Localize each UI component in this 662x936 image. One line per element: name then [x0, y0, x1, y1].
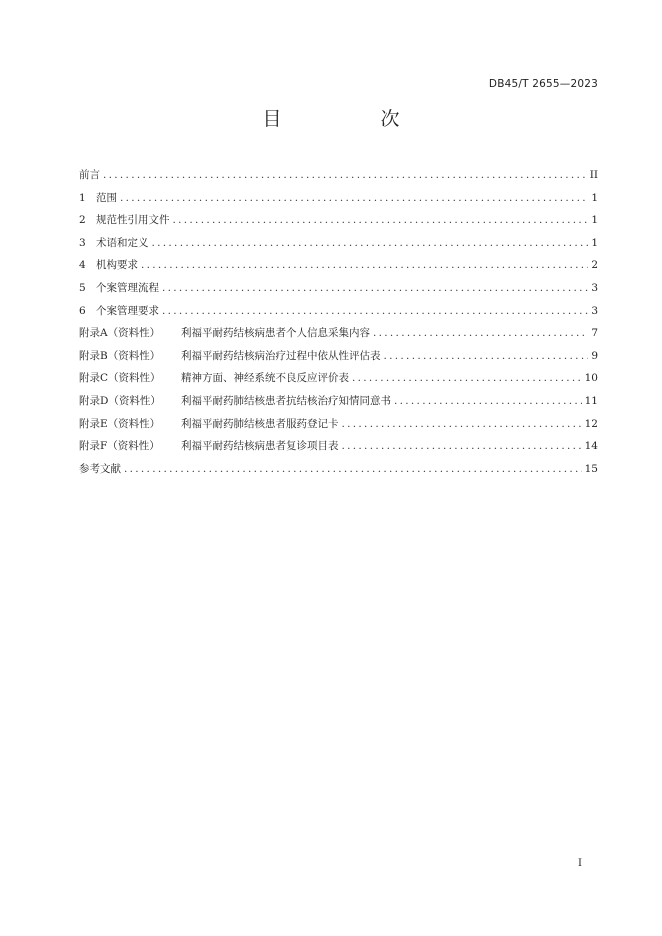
toc-entry-appendix-c[interactable] [79, 367, 598, 390]
toc-entry-terms-definitions[interactable] [79, 232, 598, 255]
toc-dot-leader [152, 232, 589, 255]
toc-section-number: 1 [79, 191, 86, 204]
toc-page-number: 15 [584, 462, 598, 475]
toc-entry-appendix-d[interactable] [79, 390, 598, 413]
toc-dot-leader [173, 209, 589, 232]
toc-entry-appendix-b[interactable] [79, 345, 598, 368]
toc-appendix-tag: 附录A（资料性） [79, 327, 161, 340]
toc-entry-label: 利福平耐药肺结核患者抗结核治疗知情同意书 [181, 394, 391, 407]
toc-dot-leader [342, 435, 582, 458]
toc-page-number: 11 [584, 394, 598, 407]
toc-entry-label: 利福平耐药结核病患者个人信息采集内容 [181, 327, 370, 340]
toc-entry-label: 范围 [96, 191, 117, 204]
toc-appendix-tag: 附录F（资料性） [79, 440, 160, 453]
toc-appendix-tag: 附录E（资料性） [79, 417, 161, 430]
toc-entry-label: 精神方面、神经系统不良反应评价表 [181, 372, 349, 385]
toc-entry-label: 前言 [79, 169, 100, 181]
toc-page-number: 3 [591, 304, 598, 317]
toc-section-number: 5 [79, 281, 86, 294]
toc-entry-bibliography[interactable] [79, 458, 598, 481]
toc-dot-leader [141, 254, 588, 277]
toc-dot-leader [103, 164, 587, 187]
toc-entry-appendix-e[interactable] [79, 413, 598, 436]
toc-entry-foreword[interactable] [79, 164, 598, 187]
table-of-contents [79, 164, 598, 480]
toc-section-number: 3 [79, 236, 86, 249]
toc-dot-leader [120, 187, 588, 210]
toc-appendix-tag: 附录D（资料性） [79, 394, 161, 407]
toc-entry-label: 个案管理要求 [96, 304, 159, 317]
toc-dot-leader [124, 458, 582, 481]
toc-page-number: 7 [591, 327, 598, 340]
toc-section-number: 2 [79, 214, 86, 227]
toc-page-number: 14 [584, 440, 598, 453]
toc-entry-label: 个案管理流程 [96, 281, 159, 294]
toc-page-number: 10 [584, 372, 598, 385]
toc-dot-leader [384, 345, 589, 368]
document-code: DB45/T 2655—2023 [488, 78, 598, 90]
toc-entry-appendix-a[interactable] [79, 322, 598, 345]
toc-entry-case-management-requirements[interactable] [79, 300, 598, 323]
toc-section-number: 4 [79, 259, 86, 272]
toc-entry-label: 利福平耐药结核病患者复诊项目表 [181, 440, 339, 453]
page-title: 目 次 [262, 108, 440, 130]
toc-entry-case-management-process[interactable] [79, 277, 598, 300]
toc-entry-institution-requirements[interactable] [79, 254, 598, 277]
toc-appendix-tag: 附录B（资料性） [79, 349, 161, 362]
toc-entry-label: 参考文献 [79, 462, 121, 475]
toc-appendix-tag: 附录C（资料性） [79, 372, 161, 385]
toc-dot-leader [394, 390, 582, 413]
toc-page-number: 9 [591, 349, 598, 362]
toc-entry-label: 利福平耐药肺结核患者服药登记卡 [181, 417, 339, 430]
toc-entry-scope[interactable] [79, 187, 598, 210]
toc-dot-leader [352, 367, 582, 390]
toc-page-number: II [589, 169, 598, 181]
toc-entry-label: 机构要求 [96, 259, 138, 272]
toc-section-number: 6 [79, 304, 86, 317]
toc-page-number: 1 [591, 191, 598, 204]
toc-page-number: 1 [591, 236, 598, 249]
toc-entry-label: 术语和定义 [96, 236, 149, 249]
toc-dot-leader [162, 300, 588, 323]
page-number: I [578, 858, 582, 869]
toc-entry-appendix-f[interactable] [79, 435, 598, 458]
toc-dot-leader [162, 277, 588, 300]
toc-dot-leader [373, 322, 588, 345]
toc-page-number: 3 [591, 281, 598, 294]
toc-dot-leader [342, 413, 582, 436]
toc-entry-label: 利福平耐药结核病治疗过程中依从性评估表 [181, 349, 381, 362]
toc-entry-label: 规范性引用文件 [96, 214, 170, 227]
toc-page-number: 1 [591, 214, 598, 227]
toc-page-number: 12 [584, 417, 598, 430]
toc-entry-normative-references[interactable] [79, 209, 598, 232]
toc-page-number: 2 [591, 259, 598, 272]
